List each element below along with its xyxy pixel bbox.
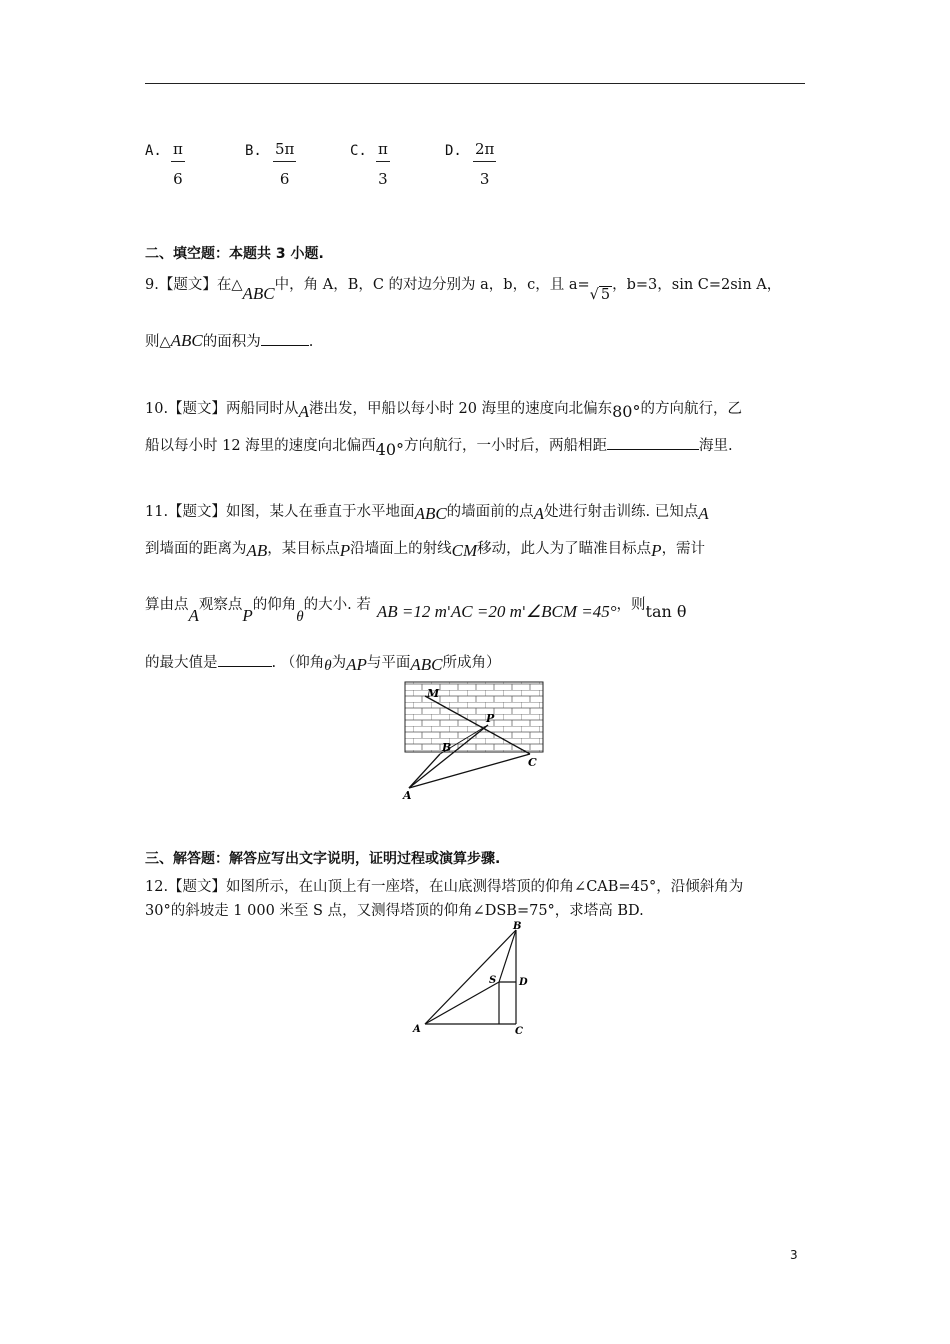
header-rule (145, 83, 805, 84)
q9-answer-blank (261, 333, 309, 346)
q11-line1: 11.【题文】如图，某人在垂直于水平地面ABC的墙面前的点A处进行射击训练. 已知点A (145, 504, 709, 523)
q9-line1: 9.【题文】在△ABC中，角 A，B，C 的对边分别为 a，b，c，且 a=√ 5，b=3，sin C=2sin A， (145, 277, 782, 303)
q11-line4: 的最大值是 . （仰角θ为AP与平面ABC所成角） (145, 655, 501, 674)
label-d: D (519, 977, 528, 988)
line-sb (499, 930, 516, 982)
slope-as (425, 982, 499, 1024)
label-a: A (403, 789, 412, 802)
segment-ab (409, 754, 440, 788)
label-s: S (489, 975, 497, 986)
q12-tower-figure (405, 920, 540, 1040)
q11-wall-figure (395, 678, 555, 803)
q11-answer-blank (218, 654, 272, 667)
label-c: C (528, 756, 537, 769)
section3-heading: 三、解答题：解答应写出文字说明，证明过程或演算步骤. (145, 851, 501, 867)
q11-line3: 算由点A观察点P的仰角θ的大小. 若 AB =12 m'AC =20 m'∠BCM =45°，则tan θ (145, 597, 687, 625)
label-a: A (413, 1024, 421, 1035)
q10-answer-blank (607, 437, 699, 450)
q9-line2: 则△ABC的面积为 . (145, 331, 314, 350)
label-c: C (515, 1026, 523, 1037)
q11-line2: 到墙面的距离为AB，某目标点P沿墙面上的射线CM移动，此人为了瞄准目标点P，需计 (145, 541, 706, 560)
line-ab (425, 930, 516, 1024)
page-number: 3 (790, 1248, 798, 1262)
q12-line2: 30°的斜坡走 1 000 米至 S 点，又测得塔顶的仰角∠DSB=75°，求塔高 BD. (145, 903, 644, 919)
label-b: B (513, 921, 522, 932)
q12-line1: 12.【题文】如图所示，在山顶上有一座塔，在山底测得塔顶的仰角∠CAB=45°，沿倾斜角为 (145, 879, 744, 895)
q10-line2: 船以每小时 12 海里的速度向北偏西40°方向航行，一小时后，两船相距 海里. (145, 438, 733, 459)
q10-line1: 10.【题文】两船同时从A港出发，甲船以每小时 20 海里的速度向北偏东80°的方向航行，乙 (145, 401, 742, 421)
section2-heading: 二、填空题：本题共 3 小题. (145, 246, 324, 262)
label-m: M (427, 687, 440, 700)
segment-ac (409, 754, 530, 788)
label-b: B (442, 741, 452, 754)
brick-wall (405, 682, 543, 752)
label-p: P (486, 712, 495, 725)
